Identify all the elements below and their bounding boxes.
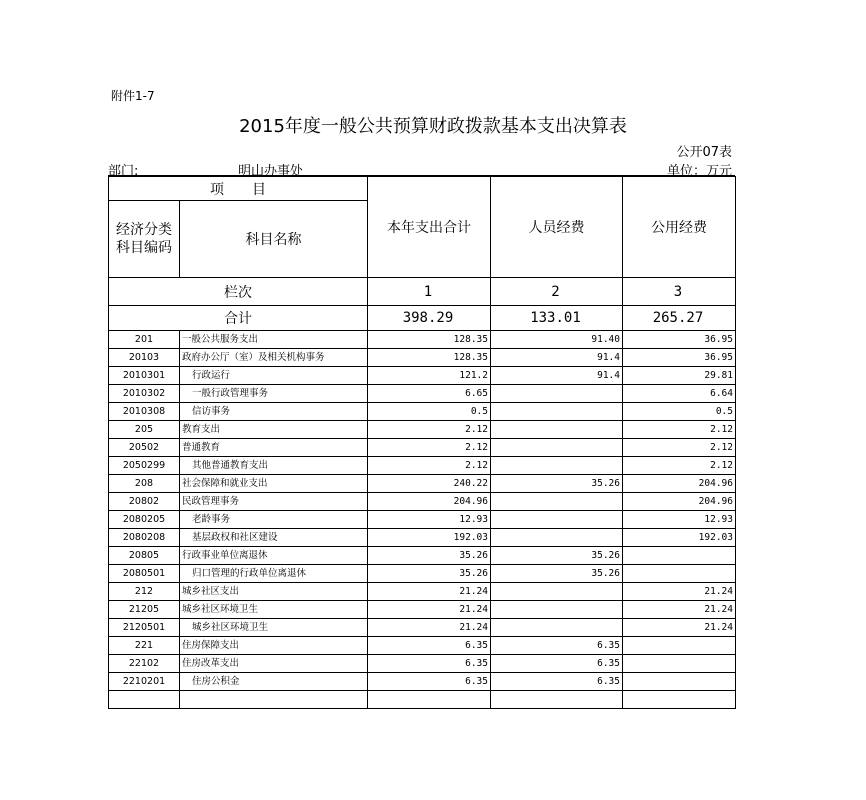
row-subject-name: 其他普通教育支出 [180, 457, 368, 475]
table-row [109, 403, 736, 421]
table-row [109, 385, 736, 403]
row-subject-name: 住房保障支出 [180, 637, 368, 655]
row-code [109, 691, 180, 709]
row-code: 2050299 [109, 457, 180, 475]
row-subject-name: 住房改革支出 [180, 655, 368, 673]
table-row [109, 529, 736, 547]
row-public [623, 565, 736, 583]
index-col-1: 1 [368, 278, 491, 306]
row-public: 21.24 [623, 601, 736, 619]
row-public: 2.12 [623, 421, 736, 439]
row-code: 20103 [109, 349, 180, 367]
row-code: 20802 [109, 493, 180, 511]
form-number: 公开07表 [676, 145, 732, 160]
row-total: 128.35 [368, 331, 491, 349]
expenditure-table [108, 176, 736, 709]
row-personnel [491, 421, 623, 439]
row-public [623, 655, 736, 673]
row-code: 2010308 [109, 403, 180, 421]
row-public: 2.12 [623, 457, 736, 475]
row-code: 2080208 [109, 529, 180, 547]
row-public: 0.5 [623, 403, 736, 421]
table-row [109, 673, 736, 691]
row-code: 2120501 [109, 619, 180, 637]
row-personnel [491, 511, 623, 529]
row-personnel [491, 619, 623, 637]
row-total: 0.5 [368, 403, 491, 421]
row-personnel: 35.26 [491, 547, 623, 565]
department-label: 部门: [108, 164, 139, 179]
row-total: 2.12 [368, 439, 491, 457]
department-name: 明山办事处 [238, 164, 304, 179]
row-total: 6.35 [368, 637, 491, 655]
table-row [109, 547, 736, 565]
row-personnel [491, 691, 623, 709]
row-personnel: 91.4 [491, 367, 623, 385]
row-total: 6.65 [368, 385, 491, 403]
table-row [109, 601, 736, 619]
total-row-personnel: 133.01 [491, 306, 623, 331]
row-code: 21205 [109, 601, 180, 619]
row-public: 21.24 [623, 583, 736, 601]
row-public [623, 637, 736, 655]
row-code: 20805 [109, 547, 180, 565]
table-row [109, 457, 736, 475]
row-public: 36.95 [623, 349, 736, 367]
row-subject-name: 一般行政管理事务 [180, 385, 368, 403]
row-personnel [491, 601, 623, 619]
row-total [368, 691, 491, 709]
row-total: 204.96 [368, 493, 491, 511]
row-public: 21.24 [623, 619, 736, 637]
table-row [109, 475, 736, 493]
row-subject-name: 行政运行 [180, 367, 368, 385]
row-total: 2.12 [368, 457, 491, 475]
row-total: 128.35 [368, 349, 491, 367]
row-total: 21.24 [368, 601, 491, 619]
row-subject-name: 归口管理的行政单位离退休 [180, 565, 368, 583]
table-row [109, 439, 736, 457]
row-public: 36.95 [623, 331, 736, 349]
table-row [109, 637, 736, 655]
row-personnel: 6.35 [491, 673, 623, 691]
row-subject-name: 住房公积金 [180, 673, 368, 691]
row-subject-name: 老龄事务 [180, 511, 368, 529]
row-public: 29.81 [623, 367, 736, 385]
row-subject-name: 一般公共服务支出 [180, 331, 368, 349]
table-row [109, 511, 736, 529]
table-row [109, 421, 736, 439]
row-personnel [491, 403, 623, 421]
table-row [109, 565, 736, 583]
index-row-label: 栏次 [109, 278, 368, 306]
index-col-3: 3 [623, 278, 736, 306]
table-row [109, 349, 736, 367]
subject-name-header: 科目名称 [180, 201, 368, 278]
table-row [109, 493, 736, 511]
table-row [109, 691, 736, 709]
row-code: 201 [109, 331, 180, 349]
row-subject-name: 行政事业单位离退休 [180, 547, 368, 565]
row-subject-name: 城乡社区环境卫生 [180, 601, 368, 619]
row-code: 205 [109, 421, 180, 439]
row-public: 192.03 [623, 529, 736, 547]
row-subject-name: 民政管理事务 [180, 493, 368, 511]
row-total: 192.03 [368, 529, 491, 547]
total-header: 本年支出合计 [368, 177, 491, 278]
row-subject-name: 基层政权和社区建设 [180, 529, 368, 547]
row-total: 240.22 [368, 475, 491, 493]
row-code: 2080501 [109, 565, 180, 583]
row-personnel [491, 457, 623, 475]
row-code: 2210201 [109, 673, 180, 691]
row-personnel [491, 583, 623, 601]
row-subject-name: 城乡社区环境卫生 [180, 619, 368, 637]
row-code: 221 [109, 637, 180, 655]
row-personnel: 91.40 [491, 331, 623, 349]
row-public: 204.96 [623, 475, 736, 493]
row-subject-name: 政府办公厅（室）及相关机构事务 [180, 349, 368, 367]
row-personnel: 6.35 [491, 637, 623, 655]
row-personnel [491, 493, 623, 511]
table-row [109, 331, 736, 349]
row-total: 2.12 [368, 421, 491, 439]
row-public: 204.96 [623, 493, 736, 511]
row-code: 2080205 [109, 511, 180, 529]
unit-label: 单位：万元 [666, 164, 732, 179]
total-row-label: 合计 [109, 306, 368, 331]
total-row-total: 398.29 [368, 306, 491, 331]
total-row-public: 265.27 [623, 306, 736, 331]
table-row [109, 655, 736, 673]
row-public [623, 691, 736, 709]
row-code: 22102 [109, 655, 180, 673]
row-subject-name: 社会保障和就业支出 [180, 475, 368, 493]
row-personnel [491, 529, 623, 547]
row-total: 121.2 [368, 367, 491, 385]
row-code: 2010302 [109, 385, 180, 403]
row-personnel [491, 439, 623, 457]
row-public [623, 673, 736, 691]
row-code: 20502 [109, 439, 180, 457]
row-total: 21.24 [368, 583, 491, 601]
personnel-header: 人员经费 [491, 177, 623, 278]
row-subject-name: 信访事务 [180, 403, 368, 421]
page-title: 2015年度一般公共预算财政拨款基本支出决算表 [239, 116, 627, 137]
row-personnel [491, 385, 623, 403]
row-total: 35.26 [368, 565, 491, 583]
row-total: 21.24 [368, 619, 491, 637]
row-public: 6.64 [623, 385, 736, 403]
table-row [109, 619, 736, 637]
row-personnel: 91.4 [491, 349, 623, 367]
row-code: 2010301 [109, 367, 180, 385]
row-total: 12.93 [368, 511, 491, 529]
item-header: 项 目 [109, 177, 368, 201]
row-subject-name: 教育支出 [180, 421, 368, 439]
row-code: 208 [109, 475, 180, 493]
row-personnel: 6.35 [491, 655, 623, 673]
row-code: 212 [109, 583, 180, 601]
row-personnel: 35.26 [491, 565, 623, 583]
table-row [109, 367, 736, 385]
row-total: 6.35 [368, 673, 491, 691]
row-total: 35.26 [368, 547, 491, 565]
row-personnel: 35.26 [491, 475, 623, 493]
row-public: 2.12 [623, 439, 736, 457]
row-subject-name [180, 691, 368, 709]
table-row [109, 583, 736, 601]
row-subject-name: 普通教育 [180, 439, 368, 457]
index-col-2: 2 [491, 278, 623, 306]
econ-code-header: 经济分类 科目编码 [109, 201, 180, 278]
attachment-label: 附件1-7 [111, 89, 155, 103]
row-public [623, 547, 736, 565]
public-header: 公用经费 [623, 177, 736, 278]
row-public: 12.93 [623, 511, 736, 529]
row-total: 6.35 [368, 655, 491, 673]
row-subject-name: 城乡社区支出 [180, 583, 368, 601]
